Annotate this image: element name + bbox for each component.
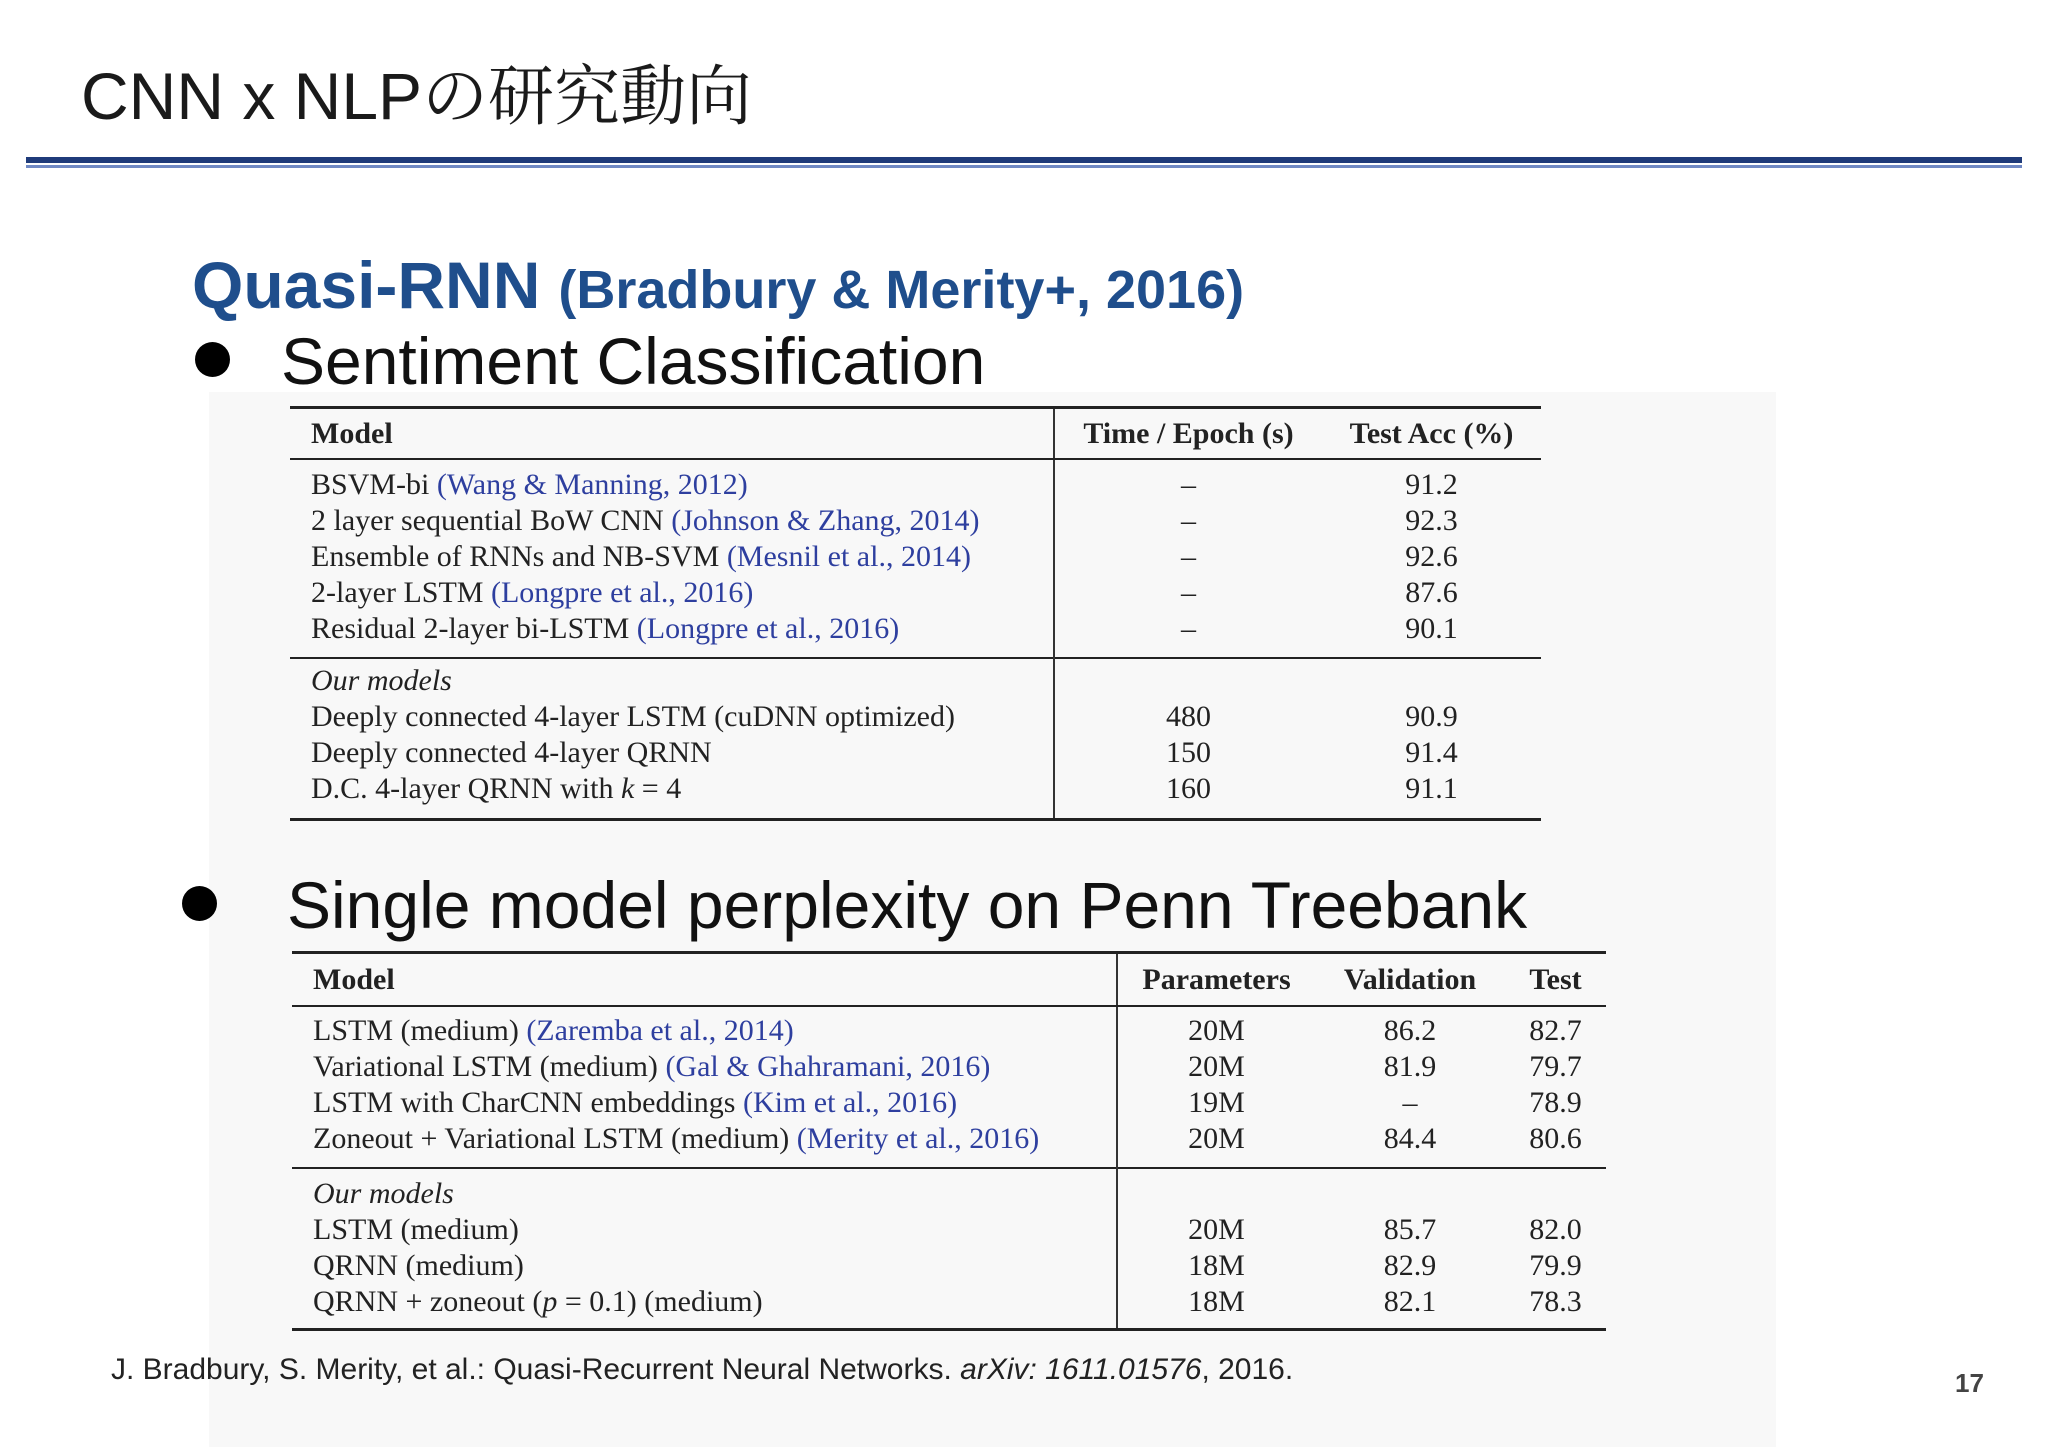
value-cell-time-epoch-s: 150 xyxy=(1166,736,1211,769)
model-cell xyxy=(292,1212,1117,1248)
table-header xyxy=(290,408,1541,460)
table-row xyxy=(290,699,1541,735)
value-cell-test-acc: 91.2 xyxy=(1405,468,1458,501)
value-cell-parameters: 20M xyxy=(1188,1213,1245,1246)
math-variable: k xyxy=(620,772,635,805)
citation-link: (Zaremba et al., 2014) xyxy=(526,1014,794,1047)
value-cell-test-acc: 91.4 xyxy=(1405,736,1458,769)
bullet-penn-treebank xyxy=(287,867,1527,943)
table-row xyxy=(290,611,1541,647)
bullet-text: Sentiment Classification xyxy=(281,324,986,398)
value-cell-parameters: 18M xyxy=(1188,1285,1245,1318)
value-cell-test: 79.9 xyxy=(1529,1249,1582,1282)
column-header-validation: Validation xyxy=(1315,953,1505,1007)
value-cell-validation: 82.9 xyxy=(1383,1249,1437,1282)
row-spacer xyxy=(292,1168,1606,1176)
model-cell xyxy=(290,503,1054,539)
spacer-cell xyxy=(1315,1168,1505,1176)
spacer-cell xyxy=(292,1157,1117,1168)
sentiment-classification-table xyxy=(290,406,1541,821)
column-header-model: Model xyxy=(292,953,1117,1007)
model-cell xyxy=(292,1121,1117,1157)
heading-paper-authors: (Bradbury & Merity+, 2016) xyxy=(558,260,1245,320)
reference-citation xyxy=(111,1352,1293,1388)
bullet-icon xyxy=(182,886,217,921)
table-row xyxy=(292,1212,1606,1248)
page-number: 17 xyxy=(1955,1368,1984,1398)
table-row xyxy=(290,503,1541,539)
model-name: Ensemble of RNNs and NB-SVM xyxy=(311,540,727,573)
value-cell-test: 78.9 xyxy=(1529,1086,1582,1119)
model-cell xyxy=(292,1284,1117,1320)
model-cell xyxy=(290,771,1054,807)
row-spacer xyxy=(292,1006,1606,1013)
model-name: Deeply connected 4-layer QRNN xyxy=(311,736,712,769)
table-row xyxy=(290,575,1541,611)
spacer-cell xyxy=(1505,1157,1606,1168)
value-cell-validation: 86.2 xyxy=(1383,1014,1437,1047)
row-spacer xyxy=(290,807,1541,820)
spacer-cell xyxy=(1505,1006,1606,1013)
table-row xyxy=(292,1085,1606,1121)
table-row xyxy=(290,771,1541,807)
value-cell-test-acc: 92.3 xyxy=(1405,504,1458,537)
model-name: QRNN + zoneout ( xyxy=(313,1285,543,1318)
spacer-cell xyxy=(292,1006,1117,1013)
spacer-cell xyxy=(1117,1320,1315,1330)
heading-model-name: Quasi-RNN xyxy=(192,248,541,322)
group-label: Our models xyxy=(311,664,452,697)
slide-title: CNN x NLPの研究動向 xyxy=(81,59,753,133)
model-cell xyxy=(290,611,1054,647)
value-cell-time-epoch-s: – xyxy=(1181,612,1196,645)
group-label-cell xyxy=(290,663,1054,699)
table-row xyxy=(292,1121,1606,1157)
model-cell xyxy=(292,1049,1117,1085)
spacer-cell xyxy=(290,459,1054,467)
model-cell xyxy=(292,1013,1117,1049)
value-cell-time-epoch-s: – xyxy=(1181,540,1196,573)
model-name: = 4 xyxy=(634,772,682,805)
spacer-cell xyxy=(1054,807,1322,820)
model-name: LSTM (medium) xyxy=(313,1213,519,1246)
citation-link: (Longpre et al., 2016) xyxy=(490,576,754,609)
table-row xyxy=(290,735,1541,771)
spacer-cell xyxy=(1315,1157,1505,1168)
table-group xyxy=(290,459,1541,658)
group-label-row xyxy=(290,663,1541,699)
citation-link: (Gal & Ghahramani, 2016) xyxy=(665,1050,991,1083)
spacer-cell xyxy=(1117,1168,1315,1176)
table-row xyxy=(292,1284,1606,1320)
table-row xyxy=(292,1248,1606,1284)
spacer-cell xyxy=(1322,807,1541,820)
column-header-time-epoch-s: Time / Epoch (s) xyxy=(1054,408,1322,460)
model-name: Variational LSTM (medium) xyxy=(313,1050,666,1083)
paper-heading xyxy=(192,247,1244,328)
value-cell-test: 79.7 xyxy=(1529,1050,1582,1083)
value-cell-validation: 82.1 xyxy=(1383,1285,1437,1318)
model-name: = 0.1) (medium) xyxy=(557,1285,763,1318)
row-spacer xyxy=(290,647,1541,658)
bullet-text: Single model perplexity on Penn Treebank xyxy=(287,868,1528,942)
column-header-model: Model xyxy=(290,408,1054,460)
model-name: D.C. 4-layer QRNN with xyxy=(311,772,621,805)
model-cell xyxy=(290,539,1054,575)
model-cell xyxy=(290,467,1054,503)
value-cell-test: 80.6 xyxy=(1529,1122,1582,1155)
model-name: BSVM-bi xyxy=(311,468,437,501)
value-cell-validation: – xyxy=(1402,1086,1418,1119)
reference-venue: arXiv: 1611.01576 xyxy=(960,1353,1202,1386)
spacer-cell xyxy=(1117,1006,1315,1013)
value-cell-parameters: 20M xyxy=(1188,1050,1245,1083)
spacer-cell xyxy=(292,1320,1117,1330)
spacer-cell xyxy=(1505,1320,1606,1330)
value-cell-parameters: 20M xyxy=(1188,1014,1245,1047)
model-name: LSTM with CharCNN embeddings xyxy=(313,1086,743,1119)
model-cell xyxy=(292,1248,1117,1284)
value-cell-validation: 85.7 xyxy=(1383,1213,1437,1246)
group-label: Our models xyxy=(313,1177,454,1210)
spacer-cell xyxy=(1322,459,1541,467)
value-cell-time-epoch-s: 480 xyxy=(1166,700,1211,733)
spacer-cell xyxy=(1117,1157,1315,1168)
value-cell-parameters: 19M xyxy=(1188,1086,1245,1119)
value-cell-test-acc: 91.1 xyxy=(1405,772,1458,805)
model-name: Deeply connected 4-layer LSTM (cuDNN optimized) xyxy=(311,700,955,733)
model-name: Residual 2-layer bi-LSTM xyxy=(311,612,637,645)
citation-link: (Kim et al., 2016) xyxy=(742,1086,958,1119)
bullet-icon xyxy=(195,342,230,377)
table-row xyxy=(290,467,1541,503)
row-spacer xyxy=(292,1320,1606,1330)
column-header-parameters: Parameters xyxy=(1117,953,1315,1007)
model-name: Zoneout + Variational LSTM (medium) xyxy=(313,1122,797,1155)
group-label-cell xyxy=(292,1176,1117,1212)
spacer-cell xyxy=(1315,1006,1505,1013)
bullet-sentiment-classification xyxy=(281,323,985,399)
model-cell xyxy=(290,699,1054,735)
table-row xyxy=(290,539,1541,575)
value-cell-time-epoch-s: – xyxy=(1181,468,1196,501)
model-cell xyxy=(290,575,1054,611)
value-cell-time-epoch-s: – xyxy=(1181,576,1196,609)
citation-link: (Longpre et al., 2016) xyxy=(636,612,900,645)
citation-link: (Wang & Manning, 2012) xyxy=(436,468,748,501)
table-header-row xyxy=(292,953,1606,1007)
column-header-test: Test xyxy=(1505,953,1606,1007)
model-cell xyxy=(290,735,1054,771)
penn-treebank-perplexity-table xyxy=(292,951,1606,1331)
empty-cell xyxy=(1117,1176,1315,1212)
reference-year: , 2016. xyxy=(1201,1353,1294,1386)
table-header xyxy=(292,953,1606,1007)
table-row xyxy=(292,1049,1606,1085)
table-group xyxy=(292,1168,1606,1330)
citation-link: (Merity et al., 2016) xyxy=(796,1122,1040,1155)
reference-text: J. Bradbury, S. Merity, et al.: Quasi-Recurrent Neural Networks. xyxy=(111,1353,961,1386)
spacer-cell xyxy=(292,1168,1117,1176)
citation-link: (Mesnil et al., 2014) xyxy=(726,540,971,573)
value-cell-test-acc: 90.9 xyxy=(1405,700,1458,733)
empty-cell xyxy=(1322,663,1541,699)
spacer-cell xyxy=(1054,459,1322,467)
model-name: 2-layer LSTM xyxy=(311,576,491,609)
value-cell-test: 82.0 xyxy=(1529,1213,1582,1246)
title-rule-accent xyxy=(26,165,2022,168)
table-group xyxy=(290,658,1541,820)
value-cell-test-acc: 90.1 xyxy=(1405,612,1458,645)
spacer-cell xyxy=(290,647,1054,658)
table-row xyxy=(292,1013,1606,1049)
spacer-cell xyxy=(290,807,1054,820)
row-spacer xyxy=(290,459,1541,467)
group-label-row xyxy=(292,1176,1606,1212)
spacer-cell xyxy=(1505,1168,1606,1176)
model-cell xyxy=(292,1085,1117,1121)
model-name: QRNN (medium) xyxy=(313,1249,524,1282)
model-name: LSTM (medium) xyxy=(313,1014,527,1047)
value-cell-time-epoch-s: – xyxy=(1181,504,1196,537)
row-spacer xyxy=(292,1157,1606,1168)
value-cell-validation: 81.9 xyxy=(1383,1050,1437,1083)
spacer-cell xyxy=(1054,647,1322,658)
column-header-test-acc: Test Acc (%) xyxy=(1322,408,1541,460)
value-cell-parameters: 20M xyxy=(1188,1122,1245,1155)
value-cell-parameters: 18M xyxy=(1188,1249,1245,1282)
value-cell-test: 82.7 xyxy=(1529,1014,1582,1047)
title-rule xyxy=(26,157,2022,163)
spacer-cell xyxy=(1315,1320,1505,1330)
spacer-cell xyxy=(1322,647,1541,658)
model-name: 2 layer sequential BoW CNN xyxy=(311,504,672,537)
value-cell-test-acc: 92.6 xyxy=(1405,540,1458,573)
empty-cell xyxy=(1054,663,1322,699)
empty-cell xyxy=(1505,1176,1606,1212)
math-variable: p xyxy=(542,1285,558,1318)
value-cell-test: 78.3 xyxy=(1529,1285,1582,1318)
table-header-row xyxy=(290,408,1541,460)
empty-cell xyxy=(1315,1176,1505,1212)
value-cell-validation: 84.4 xyxy=(1383,1122,1437,1155)
value-cell-test-acc: 87.6 xyxy=(1405,576,1458,609)
table-group xyxy=(292,1006,1606,1168)
value-cell-time-epoch-s: 160 xyxy=(1166,772,1211,805)
citation-link: (Johnson & Zhang, 2014) xyxy=(671,504,980,537)
